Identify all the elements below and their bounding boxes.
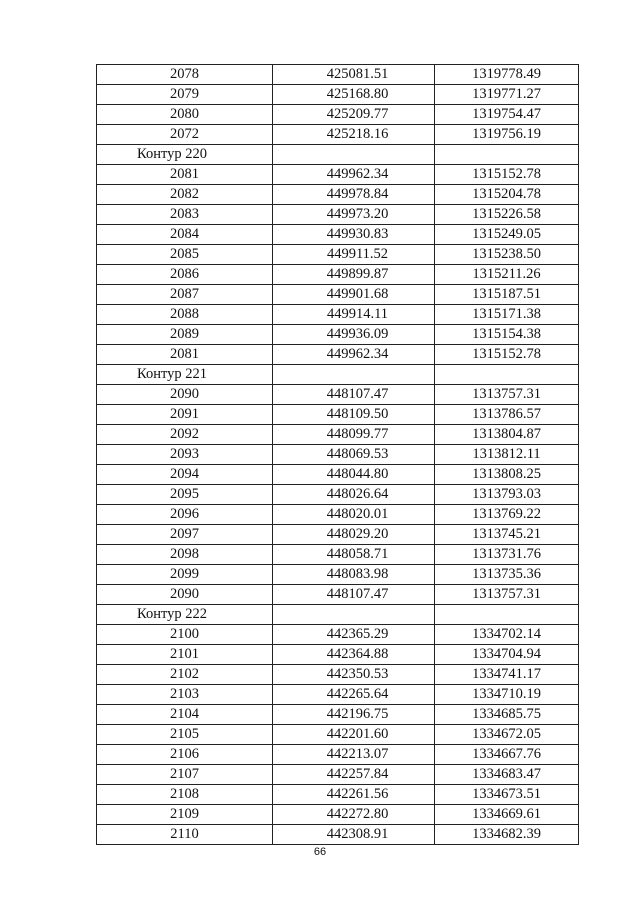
contour-label: Контур 220: [97, 145, 273, 165]
x-coordinate-cell: 442196.75: [273, 705, 435, 725]
point-number-cell: 2107: [97, 765, 273, 785]
table-row: [97, 85, 579, 105]
table-row: [97, 245, 579, 265]
point-number-cell: 2086: [97, 265, 273, 285]
y-coordinate-cell: 1319771.27: [435, 85, 579, 105]
y-coordinate-cell: 1315238.50: [435, 245, 579, 265]
x-coordinate-cell: 425218.16: [273, 125, 435, 145]
point-number-cell: 2106: [97, 745, 273, 765]
point-number-cell: 2078: [97, 65, 273, 85]
x-coordinate-cell: 442201.60: [273, 725, 435, 745]
y-coordinate-cell: 1334667.76: [435, 745, 579, 765]
empty-cell: [435, 365, 579, 385]
y-coordinate-cell: 1315152.78: [435, 165, 579, 185]
table-row: [97, 625, 579, 645]
point-number-cell: 2088: [97, 305, 273, 325]
point-number-cell: 2096: [97, 505, 273, 525]
y-coordinate-cell: 1334741.17: [435, 665, 579, 685]
y-coordinate-cell: 1334702.14: [435, 625, 579, 645]
table-row: [97, 525, 579, 545]
x-coordinate-cell: 449936.09: [273, 325, 435, 345]
x-coordinate-cell: 448069.53: [273, 445, 435, 465]
point-number-cell: 2102: [97, 665, 273, 685]
x-coordinate-cell: 448083.98: [273, 565, 435, 585]
x-coordinate-cell: 449901.68: [273, 285, 435, 305]
point-number-cell: 2100: [97, 625, 273, 645]
y-coordinate-cell: 1315226.58: [435, 205, 579, 225]
point-number-cell: 2072: [97, 125, 273, 145]
x-coordinate-cell: 449962.34: [273, 345, 435, 365]
x-coordinate-cell: 449930.83: [273, 225, 435, 245]
y-coordinate-cell: 1334704.94: [435, 645, 579, 665]
point-number-cell: 2095: [97, 485, 273, 505]
table-row: [97, 565, 579, 585]
x-coordinate-cell: 442261.56: [273, 785, 435, 805]
y-coordinate-cell: 1313786.57: [435, 405, 579, 425]
x-coordinate-cell: 448109.50: [273, 405, 435, 425]
x-coordinate-cell: 442365.29: [273, 625, 435, 645]
point-number-cell: 2104: [97, 705, 273, 725]
table-row: [97, 425, 579, 445]
coordinates-table: [96, 64, 579, 845]
y-coordinate-cell: 1315154.38: [435, 325, 579, 345]
point-number-cell: 2093: [97, 445, 273, 465]
x-coordinate-cell: 449899.87: [273, 265, 435, 285]
y-coordinate-cell: 1319778.49: [435, 65, 579, 85]
table-row: [97, 665, 579, 685]
empty-cell: [435, 145, 579, 165]
y-coordinate-cell: 1313808.25: [435, 465, 579, 485]
point-number-cell: 2090: [97, 385, 273, 405]
x-coordinate-cell: 425168.80: [273, 85, 435, 105]
point-number-cell: 2083: [97, 205, 273, 225]
table-row: [97, 545, 579, 565]
y-coordinate-cell: 1313735.36: [435, 565, 579, 585]
y-coordinate-cell: 1334685.75: [435, 705, 579, 725]
contour-header-row: [97, 365, 579, 385]
y-coordinate-cell: 1315187.51: [435, 285, 579, 305]
y-coordinate-cell: 1334710.19: [435, 685, 579, 705]
x-coordinate-cell: 449978.84: [273, 185, 435, 205]
y-coordinate-cell: 1313745.21: [435, 525, 579, 545]
table-row: [97, 825, 579, 845]
y-coordinate-cell: 1313812.11: [435, 445, 579, 465]
contour-header-row: [97, 145, 579, 165]
table-row: [97, 645, 579, 665]
point-number-cell: 2108: [97, 785, 273, 805]
point-number-cell: 2099: [97, 565, 273, 585]
y-coordinate-cell: 1334672.05: [435, 725, 579, 745]
table-row: [97, 165, 579, 185]
point-number-cell: 2105: [97, 725, 273, 745]
y-coordinate-cell: 1334673.51: [435, 785, 579, 805]
point-number-cell: 2097: [97, 525, 273, 545]
x-coordinate-cell: 425209.77: [273, 105, 435, 125]
table-row: [97, 185, 579, 205]
x-coordinate-cell: 442257.84: [273, 765, 435, 785]
y-coordinate-cell: 1315171.38: [435, 305, 579, 325]
x-coordinate-cell: 442364.88: [273, 645, 435, 665]
point-number-cell: 2080: [97, 105, 273, 125]
table-row: [97, 745, 579, 765]
x-coordinate-cell: 449973.20: [273, 205, 435, 225]
point-number-cell: 2110: [97, 825, 273, 845]
x-coordinate-cell: 442272.80: [273, 805, 435, 825]
point-number-cell: 2092: [97, 425, 273, 445]
x-coordinate-cell: 449914.11: [273, 305, 435, 325]
page-number: 66: [313, 846, 327, 858]
table-row: [97, 125, 579, 145]
table-row: [97, 265, 579, 285]
empty-cell: [273, 145, 435, 165]
point-number-cell: 2091: [97, 405, 273, 425]
empty-cell: [273, 365, 435, 385]
y-coordinate-cell: 1313731.76: [435, 545, 579, 565]
x-coordinate-cell: 442213.07: [273, 745, 435, 765]
table-row: [97, 685, 579, 705]
table-row: [97, 285, 579, 305]
y-coordinate-cell: 1313757.31: [435, 585, 579, 605]
x-coordinate-cell: 448107.47: [273, 585, 435, 605]
x-coordinate-cell: 425081.51: [273, 65, 435, 85]
x-coordinate-cell: 448020.01: [273, 505, 435, 525]
table-row: [97, 465, 579, 485]
table-row: [97, 225, 579, 245]
point-number-cell: 2101: [97, 645, 273, 665]
x-coordinate-cell: 449962.34: [273, 165, 435, 185]
point-number-cell: 2081: [97, 345, 273, 365]
y-coordinate-cell: 1315204.78: [435, 185, 579, 205]
point-number-cell: 2079: [97, 85, 273, 105]
table-row: [97, 65, 579, 85]
y-coordinate-cell: 1313757.31: [435, 385, 579, 405]
y-coordinate-cell: 1334669.61: [435, 805, 579, 825]
table-row: [97, 805, 579, 825]
table-row: [97, 705, 579, 725]
table-row: [97, 585, 579, 605]
x-coordinate-cell: 448107.47: [273, 385, 435, 405]
point-number-cell: 2103: [97, 685, 273, 705]
x-coordinate-cell: 448026.64: [273, 485, 435, 505]
y-coordinate-cell: 1319754.47: [435, 105, 579, 125]
table-row: [97, 105, 579, 125]
table-row: [97, 305, 579, 325]
x-coordinate-cell: 442308.91: [273, 825, 435, 845]
x-coordinate-cell: 448099.77: [273, 425, 435, 445]
point-number-cell: 2085: [97, 245, 273, 265]
x-coordinate-cell: 442265.64: [273, 685, 435, 705]
point-number-cell: 2089: [97, 325, 273, 345]
point-number-cell: 2094: [97, 465, 273, 485]
table-row: [97, 485, 579, 505]
contour-label: Контур 222: [97, 605, 273, 625]
y-coordinate-cell: 1334682.39: [435, 825, 579, 845]
coordinates-table-body: [97, 65, 579, 845]
y-coordinate-cell: 1313769.22: [435, 505, 579, 525]
table-row: [97, 385, 579, 405]
y-coordinate-cell: 1334683.47: [435, 765, 579, 785]
table-row: [97, 325, 579, 345]
table-row: [97, 345, 579, 365]
x-coordinate-cell: 448029.20: [273, 525, 435, 545]
table-row: [97, 405, 579, 425]
y-coordinate-cell: 1319756.19: [435, 125, 579, 145]
x-coordinate-cell: 448044.80: [273, 465, 435, 485]
empty-cell: [435, 605, 579, 625]
empty-cell: [273, 605, 435, 625]
contour-label: Контур 221: [97, 365, 273, 385]
point-number-cell: 2081: [97, 165, 273, 185]
x-coordinate-cell: 448058.71: [273, 545, 435, 565]
table-row: [97, 205, 579, 225]
point-number-cell: 2098: [97, 545, 273, 565]
y-coordinate-cell: 1315152.78: [435, 345, 579, 365]
point-number-cell: 2109: [97, 805, 273, 825]
x-coordinate-cell: 442350.53: [273, 665, 435, 685]
point-number-cell: 2087: [97, 285, 273, 305]
y-coordinate-cell: 1315211.26: [435, 265, 579, 285]
x-coordinate-cell: 449911.52: [273, 245, 435, 265]
y-coordinate-cell: 1313793.03: [435, 485, 579, 505]
table-row: [97, 785, 579, 805]
table-row: [97, 765, 579, 785]
point-number-cell: 2082: [97, 185, 273, 205]
table-row: [97, 505, 579, 525]
table-row: [97, 725, 579, 745]
y-coordinate-cell: 1315249.05: [435, 225, 579, 245]
table-row: [97, 445, 579, 465]
point-number-cell: 2084: [97, 225, 273, 245]
y-coordinate-cell: 1313804.87: [435, 425, 579, 445]
contour-header-row: [97, 605, 579, 625]
point-number-cell: 2090: [97, 585, 273, 605]
